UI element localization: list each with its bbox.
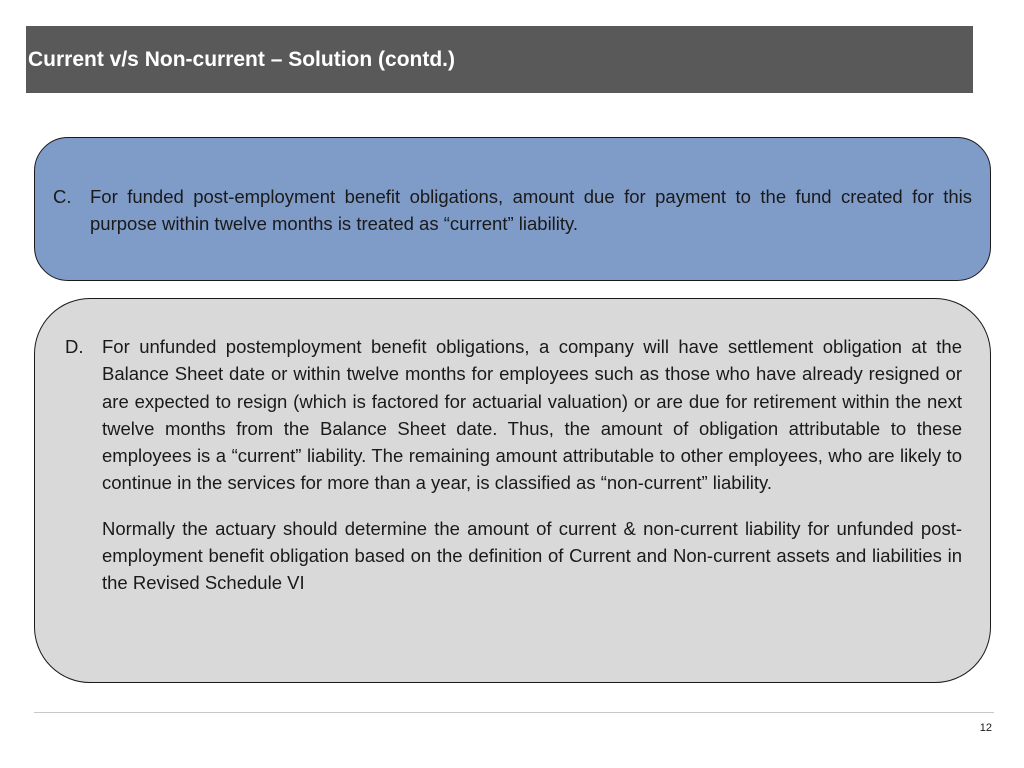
point-d-marker: D. [65,336,84,357]
point-d-box [34,298,991,683]
title-bar [26,26,973,93]
point-c-text: For funded post-employment benefit obligations, amount due for payment to the fund created for this purpose within twelve months is treated as “current” liability. [90,186,972,235]
point-c-box [34,137,991,281]
page-number: 12 [979,722,992,734]
point-d-paragraph-2: Normally the actuary should determine the amount of current & non-current liability for unfunded post-employment benefit obligation based on the definition of Current and Non-current assets and liabilities in the Revised Schedule VI [102,517,962,594]
point-c-marker: C. [53,186,72,207]
point-c-item [53,183,972,238]
point-d-item [65,333,962,597]
footer-divider [34,712,994,713]
point-d-paragraph-1: For unfunded postemployment benefit obligations, a company will have settlement obligation at the Balance Sheet date or within twelve months for employees such as those who have already resigned or are expected to resign (which is factored for actuarial valuation) or are due for retirement within the next twelve months from the Balance Sheet date. Thus, the amount of obligation attributable to these employees is a “current” liability. The remaining amount attributable to other employees, who are likely to continue in the services for more than a year, is classified as “non-current” liability. [102,336,962,494]
slide-title: Current v/s Non-current – Solution (contd.) [28,48,456,71]
